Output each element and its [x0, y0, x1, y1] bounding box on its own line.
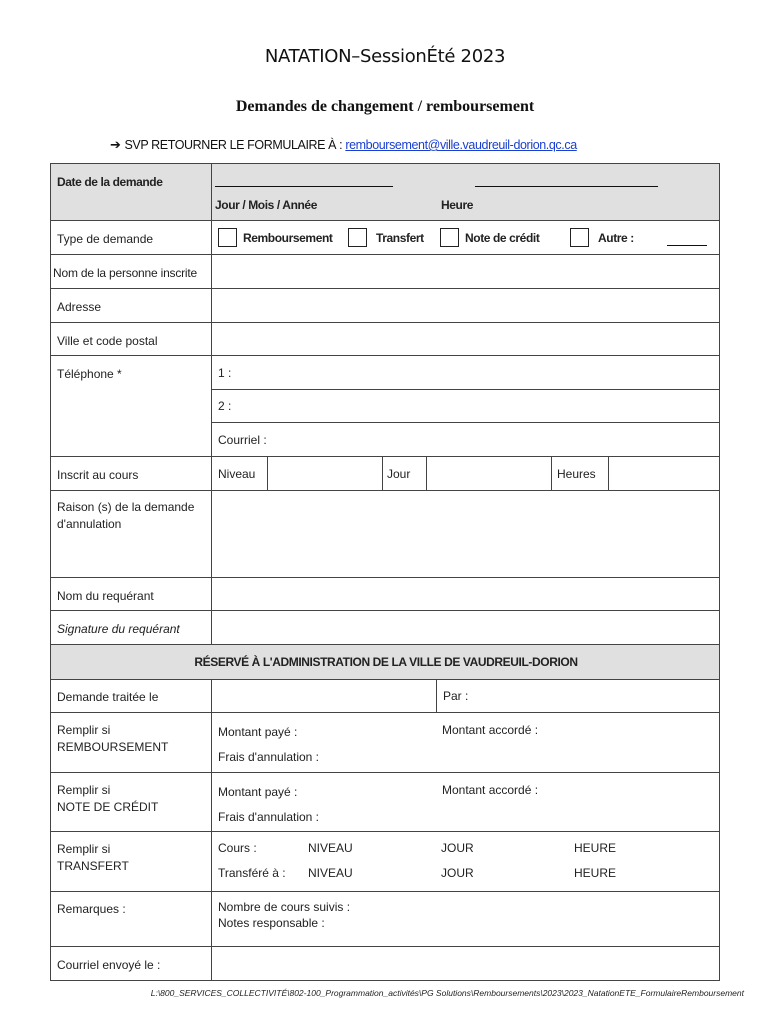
admin-header: RÉSERVÉ À L'ADMINISTRATION DE LA VILLE DE VAUDREUIL-DORION	[194, 655, 578, 669]
type-label: Type de demande	[51, 221, 212, 254]
phone1-field[interactable]: 1 :	[218, 366, 232, 380]
return-instruction	[110, 137, 577, 153]
credit-cancel-fees[interactable]: Frais d'annulation :	[218, 810, 320, 824]
transfer-label: Remplir si TRANSFERT	[51, 832, 212, 891]
type-row	[50, 221, 720, 255]
transferred-day[interactable]: JOUR	[441, 866, 474, 880]
address-row	[50, 289, 720, 323]
transfer-checkbox[interactable]	[348, 228, 367, 247]
city-input[interactable]	[212, 323, 719, 355]
course-day-label: Jour	[387, 467, 411, 481]
transfer-course-level[interactable]: NIVEAU	[308, 841, 353, 855]
requester-row	[50, 578, 720, 611]
refund-option-label: Remboursement	[243, 231, 333, 245]
course-label: Inscrit au cours	[51, 457, 212, 490]
transferred-hour[interactable]: HEURE	[574, 866, 617, 880]
credit-note-option-label: Note de crédit	[465, 231, 540, 245]
phone-label: Téléphone *	[51, 356, 212, 456]
city-label: Ville et code postal	[51, 323, 212, 355]
time-caption: Heure	[441, 198, 474, 212]
city-row	[50, 323, 720, 356]
email-sent-input[interactable]	[212, 947, 719, 980]
transfer-course-hour[interactable]: HEURE	[574, 841, 617, 855]
transferred-to-label: Transféré à :	[218, 866, 286, 880]
person-row	[50, 255, 720, 289]
date-row	[50, 163, 720, 221]
reason-label: Raison (s) de la demande d'annulation	[51, 491, 212, 577]
form-subtitle: Demandes de changement / remboursement	[235, 98, 535, 115]
credit-values	[212, 773, 719, 831]
refund-cancel-fees[interactable]: Frais d'annulation :	[218, 750, 320, 764]
processed-by-field[interactable]: Par :	[443, 689, 469, 703]
arrow-right-icon: ➔	[110, 137, 121, 152]
requester-label: Nom du requérant	[51, 578, 212, 610]
date-label: Date de la demande	[51, 164, 212, 220]
other-option-label: Autre :	[598, 231, 634, 245]
file-path-footer: L:\800_SERVICES_COLLECTIVITÉ\802-100_Programmation_activités\PG Solutions\Remboursements\2023\2023_NatationETE_FormulaireRemboursement	[150, 988, 744, 998]
credit-row	[50, 773, 720, 832]
phone-values	[212, 356, 719, 456]
requester-input[interactable]	[212, 578, 719, 610]
transferred-level[interactable]: NIVEAU	[308, 866, 353, 880]
refund-label: Remplir si REMBOURSEMENT	[51, 713, 212, 772]
course-row	[50, 457, 720, 491]
email-field[interactable]: Courriel :	[218, 433, 267, 447]
transfer-course-label: Cours :	[218, 841, 257, 855]
refund-row	[50, 713, 720, 773]
transfer-row	[50, 832, 720, 892]
refund-amount-paid[interactable]: Montant payé :	[218, 725, 298, 739]
email-sent-label: Courriel envoyé le :	[51, 947, 212, 980]
credit-amount-paid[interactable]: Montant payé :	[218, 785, 298, 799]
reason-row	[50, 491, 720, 578]
refund-amount-granted[interactable]: Montant accordé :	[442, 723, 539, 737]
other-line[interactable]	[667, 245, 707, 246]
date-value-area	[212, 164, 719, 220]
person-label: Nom de la personne inscrite	[51, 255, 212, 288]
credit-label: Remplir si NOTE DE CRÉDIT	[51, 773, 212, 831]
instruction-text: SVP RETOURNER LE FORMULAIRE À :	[124, 138, 343, 152]
address-label: Adresse	[51, 289, 212, 322]
credit-note-checkbox[interactable]	[440, 228, 459, 247]
type-options	[212, 221, 719, 254]
signature-row	[50, 611, 720, 645]
phone-row	[50, 356, 720, 457]
remarks-values	[212, 892, 719, 946]
date-line[interactable]	[215, 186, 393, 187]
date-caption: Jour / Mois / Année	[215, 198, 317, 212]
email-sent-row	[50, 947, 720, 981]
remarks-row	[50, 892, 720, 947]
processed-row	[50, 680, 720, 713]
request-form	[50, 163, 720, 981]
remarks-label: Remarques :	[51, 892, 212, 946]
refund-values	[212, 713, 719, 772]
course-hours-label: Heures	[557, 467, 596, 481]
course-values	[212, 457, 719, 490]
credit-amount-granted[interactable]: Montant accordé :	[442, 783, 539, 797]
phone2-field[interactable]: 2 :	[218, 399, 232, 413]
transfer-course-day[interactable]: JOUR	[441, 841, 474, 855]
courses-taken-field[interactable]: Nombre de cours suivis :	[218, 900, 351, 914]
address-input[interactable]	[212, 289, 719, 322]
other-checkbox[interactable]	[570, 228, 589, 247]
transfer-values	[212, 832, 719, 891]
course-level-label: Niveau	[218, 467, 256, 481]
email-link[interactable]: remboursement@ville.vaudreuil-dorion.qc.ca	[345, 138, 577, 152]
admin-header-row	[50, 645, 720, 680]
signature-label: Signature du requérant	[51, 611, 212, 644]
notes-responsible-field[interactable]: Notes responsable :	[218, 916, 325, 930]
person-input[interactable]	[212, 255, 719, 288]
processed-values	[212, 680, 719, 712]
form-title: NATATION–SessionÉté 2023	[264, 46, 506, 67]
reason-input[interactable]	[212, 491, 719, 577]
time-line[interactable]	[475, 186, 658, 187]
processed-label: Demande traitée le	[51, 680, 212, 712]
refund-checkbox[interactable]	[218, 228, 237, 247]
signature-input[interactable]	[212, 611, 719, 644]
transfer-option-label: Transfert	[376, 231, 424, 245]
